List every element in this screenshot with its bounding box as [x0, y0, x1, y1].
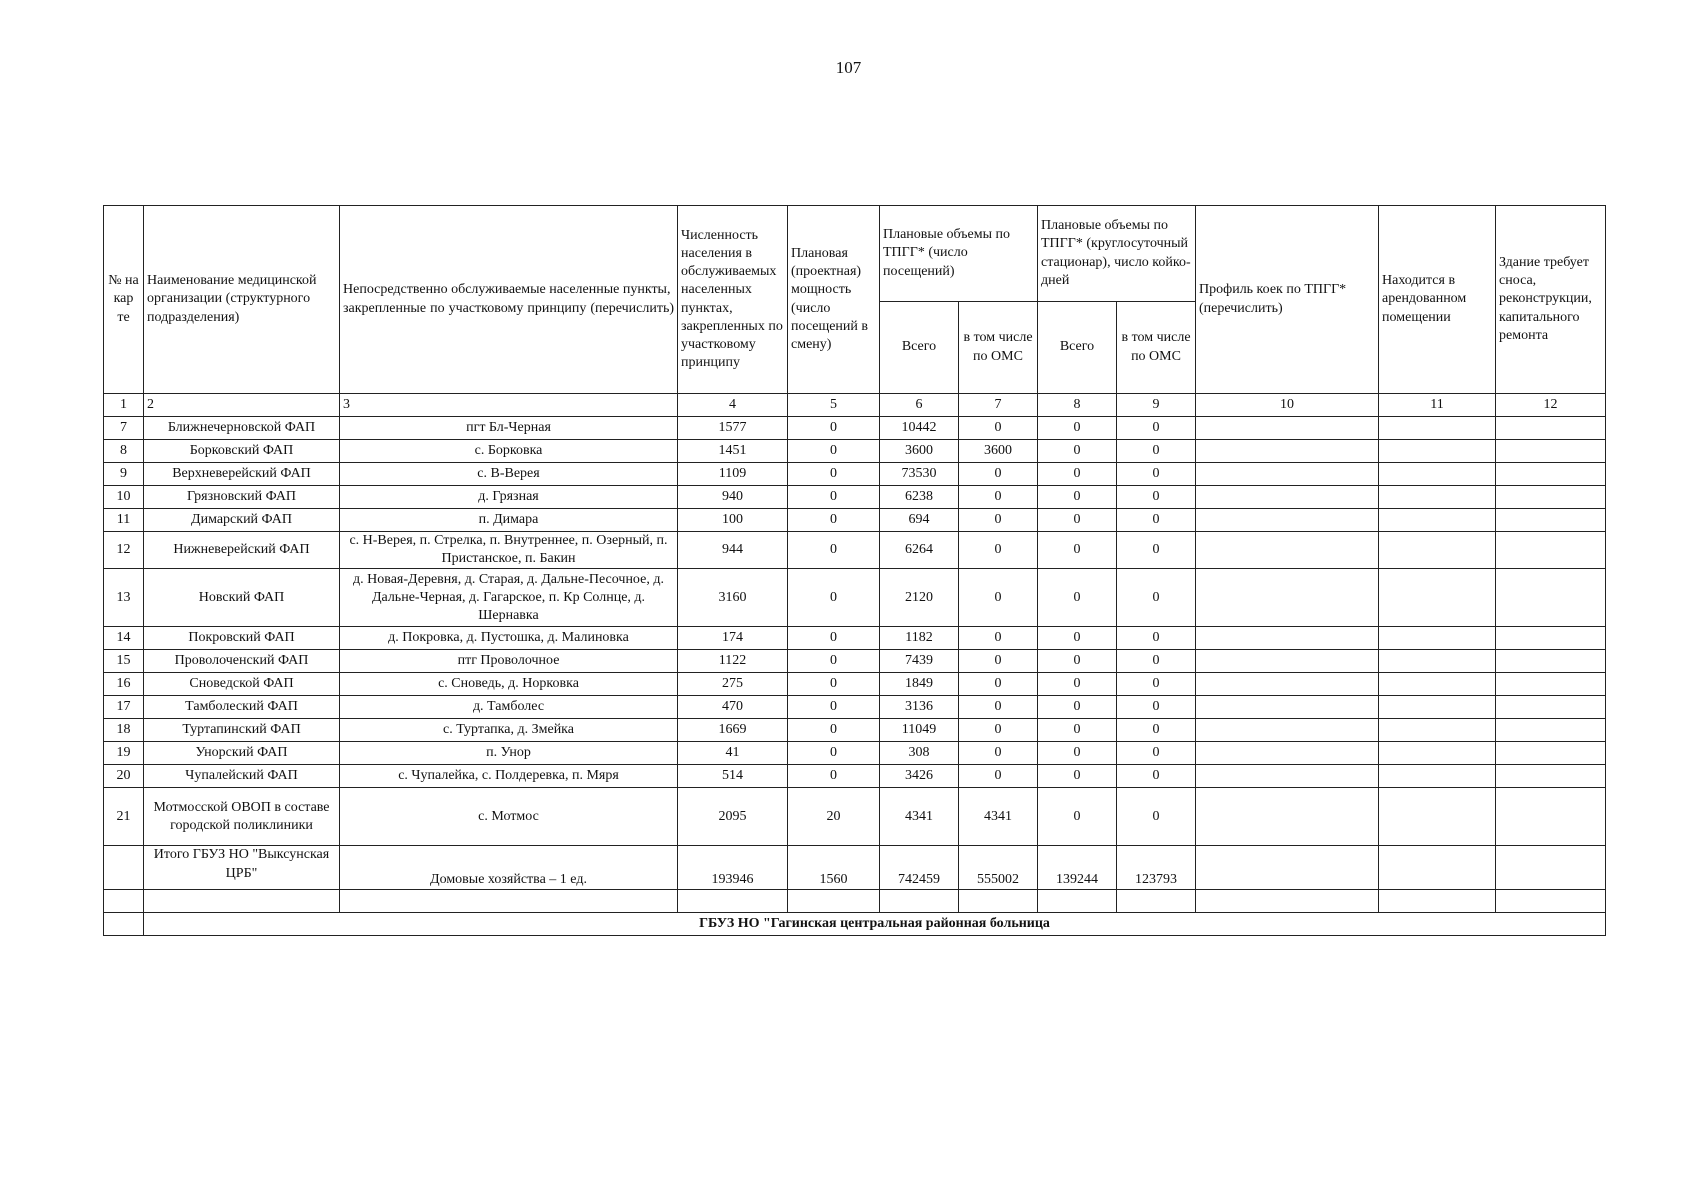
- cell-visits-oms: 4341: [959, 788, 1038, 846]
- column-number: 6: [880, 394, 959, 417]
- cell-visits-total: 6238: [880, 486, 959, 509]
- cell-bed-profile: [1196, 417, 1379, 440]
- cell-visits-oms: 0: [959, 627, 1038, 650]
- table-row: [104, 463, 1606, 486]
- cell-n: 15: [104, 650, 144, 673]
- cell-visits-oms: 0: [959, 765, 1038, 788]
- cell-bed-profile: [1196, 569, 1379, 627]
- cell-capacity: 0: [788, 650, 880, 673]
- cell-beds-total: 0: [1038, 788, 1117, 846]
- cell-building-state: [1496, 673, 1606, 696]
- cell-beds-total: 0: [1038, 627, 1117, 650]
- cell-name: Покровский ФАП: [144, 627, 340, 650]
- cell-beds-oms: 0: [1117, 719, 1196, 742]
- cell-visits-total: 10442: [880, 417, 959, 440]
- cell-name: Димарский ФАП: [144, 509, 340, 532]
- empty-row: [104, 890, 1606, 913]
- header-bed-profile: Профиль коек по ТПГГ* (перечислить): [1196, 206, 1379, 394]
- cell-rented: [1379, 627, 1496, 650]
- header-capacity: Плановая (проектная) мощность (число посещений в смену): [788, 206, 880, 394]
- cell-rented: [1379, 719, 1496, 742]
- cell-beds-total: 0: [1038, 463, 1117, 486]
- cell-visits-total: 308: [880, 742, 959, 765]
- cell-visits-total: 1849: [880, 673, 959, 696]
- cell-places: с. Сноведь, д. Норковка: [340, 673, 678, 696]
- cell-visits-oms: 0: [959, 463, 1038, 486]
- cell-capacity: 0: [788, 532, 880, 569]
- cell-n: 14: [104, 627, 144, 650]
- cell-visits-oms: 0: [959, 696, 1038, 719]
- cell-rented: [1379, 673, 1496, 696]
- cell-visits-total: 7439: [880, 650, 959, 673]
- cell-population: 3160: [678, 569, 788, 627]
- cell-capacity: 0: [788, 463, 880, 486]
- cell-visits-total: 2120: [880, 569, 959, 627]
- header-organization: Наименование медицинской организации (структурного подразделения): [144, 206, 340, 394]
- cell-beds-oms: 0: [1117, 788, 1196, 846]
- cell-beds-total: 0: [1038, 696, 1117, 719]
- header-planned-visits: Плановые объемы по ТПГГ* (число посещений): [880, 206, 1038, 302]
- cell-population: 41: [678, 742, 788, 765]
- cell-visits-total: 3426: [880, 765, 959, 788]
- section-header-row: [104, 913, 1606, 936]
- cell-places: с. Н-Верея, п. Стрелка, п. Внутреннее, п. Озерный, п. Пристанское, п. Бакин: [340, 532, 678, 569]
- cell-n: 21: [104, 788, 144, 846]
- total-beds-oms: 123793: [1117, 846, 1196, 890]
- cell-rented: [1379, 417, 1496, 440]
- cell-beds-total: 0: [1038, 673, 1117, 696]
- cell-rented: [1379, 486, 1496, 509]
- cell-beds-total: 0: [1038, 765, 1117, 788]
- cell-visits-oms: 0: [959, 719, 1038, 742]
- cell-n: 7: [104, 417, 144, 440]
- cell-visits-total: 3600: [880, 440, 959, 463]
- total-places: Домовые хозяйства – 1 ед.: [340, 846, 678, 890]
- column-number: 5: [788, 394, 880, 417]
- cell-visits-total: 1182: [880, 627, 959, 650]
- cell-bed-profile: [1196, 532, 1379, 569]
- table-row: [104, 788, 1606, 846]
- cell-n: 12: [104, 532, 144, 569]
- cell-n: 9: [104, 463, 144, 486]
- cell-places: д. Покровка, д. Пустошка, д. Малиновка: [340, 627, 678, 650]
- cell-visits-total: 6264: [880, 532, 959, 569]
- cell-population: 100: [678, 509, 788, 532]
- table-row: [104, 486, 1606, 509]
- cell-places: с. Чупалейка, с. Полдеревка, п. Мяря: [340, 765, 678, 788]
- cell-places: п. Димара: [340, 509, 678, 532]
- column-number: 11: [1379, 394, 1496, 417]
- cell-places: птг Проволочное: [340, 650, 678, 673]
- cell-rented: [1379, 650, 1496, 673]
- cell-rented: [1379, 742, 1496, 765]
- cell-beds-oms: 0: [1117, 532, 1196, 569]
- column-number: 10: [1196, 394, 1379, 417]
- cell-beds-oms: 0: [1117, 765, 1196, 788]
- header-planned-bed-days: Плановые объемы по ТПГГ* (круглосуточный стационар), число койко-дней: [1038, 206, 1196, 302]
- total-visits-total: 742459: [880, 846, 959, 890]
- cell-capacity: 0: [788, 440, 880, 463]
- total-visits-oms: 555002: [959, 846, 1038, 890]
- cell-beds-total: 0: [1038, 742, 1117, 765]
- cell-beds-total: 0: [1038, 650, 1117, 673]
- cell-bed-profile: [1196, 765, 1379, 788]
- cell-visits-total: 4341: [880, 788, 959, 846]
- cell-population: 2095: [678, 788, 788, 846]
- cell-population: 1109: [678, 463, 788, 486]
- cell-beds-oms: 0: [1117, 673, 1196, 696]
- header-visits-oms: в том числе по ОМС: [959, 302, 1038, 394]
- cell-rented: [1379, 440, 1496, 463]
- table-row: [104, 417, 1606, 440]
- facilities-table: [103, 205, 1606, 936]
- cell-building-state: [1496, 650, 1606, 673]
- header-rented: Находится в арендованном помещении: [1379, 206, 1496, 394]
- cell-visits-oms: 0: [959, 486, 1038, 509]
- cell-visits-oms: 0: [959, 650, 1038, 673]
- cell-places: д. Новая-Деревня, д. Старая, д. Дальне-Песочное, д. Дальне-Черная, д. Гагарское, п. Кр Солнце, д. Шернавка: [340, 569, 678, 627]
- cell-beds-oms: 0: [1117, 650, 1196, 673]
- cell-population: 944: [678, 532, 788, 569]
- cell-population: 470: [678, 696, 788, 719]
- table-row: [104, 440, 1606, 463]
- cell-bed-profile: [1196, 440, 1379, 463]
- cell-visits-total: 73530: [880, 463, 959, 486]
- cell-places: с. В-Верея: [340, 463, 678, 486]
- cell-n: 17: [104, 696, 144, 719]
- cell-building-state: [1496, 696, 1606, 719]
- cell-name: Туртапинский ФАП: [144, 719, 340, 742]
- cell-beds-oms: 0: [1117, 463, 1196, 486]
- cell-population: 940: [678, 486, 788, 509]
- cell-capacity: 20: [788, 788, 880, 846]
- cell-capacity: 0: [788, 509, 880, 532]
- cell-capacity: 0: [788, 673, 880, 696]
- cell-population: 1122: [678, 650, 788, 673]
- cell-n: 13: [104, 569, 144, 627]
- cell-visits-total: 3136: [880, 696, 959, 719]
- cell-n: 16: [104, 673, 144, 696]
- header-settlements: Непосредственно обслуживаемые населенные пункты, закрепленные по участковому принципу (перечислить): [340, 206, 678, 394]
- cell-visits-oms: 0: [959, 569, 1038, 627]
- header-population: Численность населения в обслуживаемых населенных пунктах, закрепленных по участковому принципу: [678, 206, 788, 394]
- cell-capacity: 0: [788, 719, 880, 742]
- total-bed-profile: [1196, 846, 1379, 890]
- cell-beds-oms: 0: [1117, 696, 1196, 719]
- cell-places: д. Грязная: [340, 486, 678, 509]
- cell-visits-total: 11049: [880, 719, 959, 742]
- cell-name: Нижневерейский ФАП: [144, 532, 340, 569]
- table-row: [104, 569, 1606, 627]
- cell-building-state: [1496, 486, 1606, 509]
- cell-name: Новский ФАП: [144, 569, 340, 627]
- cell-bed-profile: [1196, 486, 1379, 509]
- total-name: Итого ГБУЗ НО "Выксунская ЦРБ": [144, 846, 340, 890]
- total-beds-total: 139244: [1038, 846, 1117, 890]
- cell-building-state: [1496, 765, 1606, 788]
- cell-beds-oms: 0: [1117, 627, 1196, 650]
- cell-bed-profile: [1196, 509, 1379, 532]
- cell-rented: [1379, 463, 1496, 486]
- column-number: 4: [678, 394, 788, 417]
- cell-capacity: 0: [788, 627, 880, 650]
- cell-places: с. Мотмос: [340, 788, 678, 846]
- cell-name: Сноведской ФАП: [144, 673, 340, 696]
- column-number: 7: [959, 394, 1038, 417]
- total-population: 193946: [678, 846, 788, 890]
- cell-rented: [1379, 765, 1496, 788]
- cell-visits-oms: 0: [959, 509, 1038, 532]
- cell-name: Унорский ФАП: [144, 742, 340, 765]
- cell-name: Мотмосской ОВОП в составе городской поликлиники: [144, 788, 340, 846]
- cell-capacity: 0: [788, 417, 880, 440]
- cell-bed-profile: [1196, 463, 1379, 486]
- cell-beds-total: 0: [1038, 569, 1117, 627]
- cell-building-state: [1496, 532, 1606, 569]
- cell-beds-total: 0: [1038, 486, 1117, 509]
- cell-rented: [1379, 788, 1496, 846]
- cell-name: Чупалейский ФАП: [144, 765, 340, 788]
- cell-population: 514: [678, 765, 788, 788]
- header-visits-total: Всего: [880, 302, 959, 394]
- total-number: [104, 846, 144, 890]
- cell-capacity: 0: [788, 569, 880, 627]
- cell-n: 19: [104, 742, 144, 765]
- cell-building-state: [1496, 742, 1606, 765]
- cell-bed-profile: [1196, 627, 1379, 650]
- section-title: ГБУЗ НО "Гагинская центральная районная больница: [144, 913, 1606, 936]
- cell-population: 1669: [678, 719, 788, 742]
- table-row: [104, 742, 1606, 765]
- cell-n: 20: [104, 765, 144, 788]
- cell-bed-profile: [1196, 696, 1379, 719]
- column-number: 2: [144, 394, 340, 417]
- cell-name: Грязновский ФАП: [144, 486, 340, 509]
- cell-beds-total: 0: [1038, 440, 1117, 463]
- cell-n: 11: [104, 509, 144, 532]
- cell-visits-oms: 0: [959, 673, 1038, 696]
- cell-beds-total: 0: [1038, 719, 1117, 742]
- cell-rented: [1379, 532, 1496, 569]
- page-number: 107: [835, 58, 862, 77]
- cell-visits-oms: 0: [959, 417, 1038, 440]
- header-building-state: Здание требует сноса, реконструкции, капитального ремонта: [1496, 206, 1606, 394]
- table-row: [104, 650, 1606, 673]
- cell-places: с. Туртапка, д. Змейка: [340, 719, 678, 742]
- column-number: 9: [1117, 394, 1196, 417]
- cell-population: 1577: [678, 417, 788, 440]
- header-number: № на кар те: [104, 206, 144, 394]
- cell-capacity: 0: [788, 742, 880, 765]
- cell-capacity: 0: [788, 486, 880, 509]
- cell-building-state: [1496, 509, 1606, 532]
- cell-building-state: [1496, 440, 1606, 463]
- cell-places: с. Борковка: [340, 440, 678, 463]
- cell-name: Верхневерейский ФАП: [144, 463, 340, 486]
- cell-n: 8: [104, 440, 144, 463]
- cell-capacity: 0: [788, 765, 880, 788]
- total-rented: [1379, 846, 1496, 890]
- cell-name: Ближнечерновской ФАП: [144, 417, 340, 440]
- cell-population: 1451: [678, 440, 788, 463]
- cell-bed-profile: [1196, 742, 1379, 765]
- cell-building-state: [1496, 719, 1606, 742]
- cell-places: д. Тамболес: [340, 696, 678, 719]
- table-row: [104, 765, 1606, 788]
- cell-beds-oms: 0: [1117, 417, 1196, 440]
- cell-building-state: [1496, 788, 1606, 846]
- cell-building-state: [1496, 417, 1606, 440]
- cell-beds-oms: 0: [1117, 742, 1196, 765]
- table-row: [104, 673, 1606, 696]
- column-number: 1: [104, 394, 144, 417]
- cell-places: пгт Бл-Черная: [340, 417, 678, 440]
- table-row: [104, 509, 1606, 532]
- column-number: 12: [1496, 394, 1606, 417]
- cell-beds-oms: 0: [1117, 509, 1196, 532]
- table-row: [104, 719, 1606, 742]
- column-number: 3: [340, 394, 678, 417]
- cell-population: 174: [678, 627, 788, 650]
- cell-bed-profile: [1196, 719, 1379, 742]
- column-number-row: [104, 394, 1606, 417]
- cell-building-state: [1496, 463, 1606, 486]
- cell-beds-total: 0: [1038, 532, 1117, 569]
- cell-building-state: [1496, 627, 1606, 650]
- cell-capacity: 0: [788, 696, 880, 719]
- header-beds-total: Всего: [1038, 302, 1117, 394]
- table-row: [104, 627, 1606, 650]
- cell-places: п. Унор: [340, 742, 678, 765]
- cell-beds-total: 0: [1038, 417, 1117, 440]
- column-number: 8: [1038, 394, 1117, 417]
- cell-visits-total: 694: [880, 509, 959, 532]
- cell-name: Проволоченский ФАП: [144, 650, 340, 673]
- cell-visits-oms: 3600: [959, 440, 1038, 463]
- cell-rented: [1379, 509, 1496, 532]
- table-row: [104, 532, 1606, 569]
- cell-rented: [1379, 569, 1496, 627]
- cell-visits-oms: 0: [959, 742, 1038, 765]
- cell-name: Борковский ФАП: [144, 440, 340, 463]
- cell-beds-oms: 0: [1117, 486, 1196, 509]
- cell-beds-total: 0: [1038, 509, 1117, 532]
- cell-bed-profile: [1196, 673, 1379, 696]
- cell-beds-oms: 0: [1117, 440, 1196, 463]
- cell-beds-oms: 0: [1117, 569, 1196, 627]
- total-capacity: 1560: [788, 846, 880, 890]
- cell-name: Тамболеский ФАП: [144, 696, 340, 719]
- total-building-state: [1496, 846, 1606, 890]
- cell-bed-profile: [1196, 650, 1379, 673]
- cell-n: 10: [104, 486, 144, 509]
- table-row: [104, 696, 1606, 719]
- header-beds-oms: в том числе по ОМС: [1117, 302, 1196, 394]
- cell-bed-profile: [1196, 788, 1379, 846]
- cell-rented: [1379, 696, 1496, 719]
- cell-building-state: [1496, 569, 1606, 627]
- cell-population: 275: [678, 673, 788, 696]
- cell-n: 18: [104, 719, 144, 742]
- cell-visits-oms: 0: [959, 532, 1038, 569]
- total-row: [104, 846, 1606, 890]
